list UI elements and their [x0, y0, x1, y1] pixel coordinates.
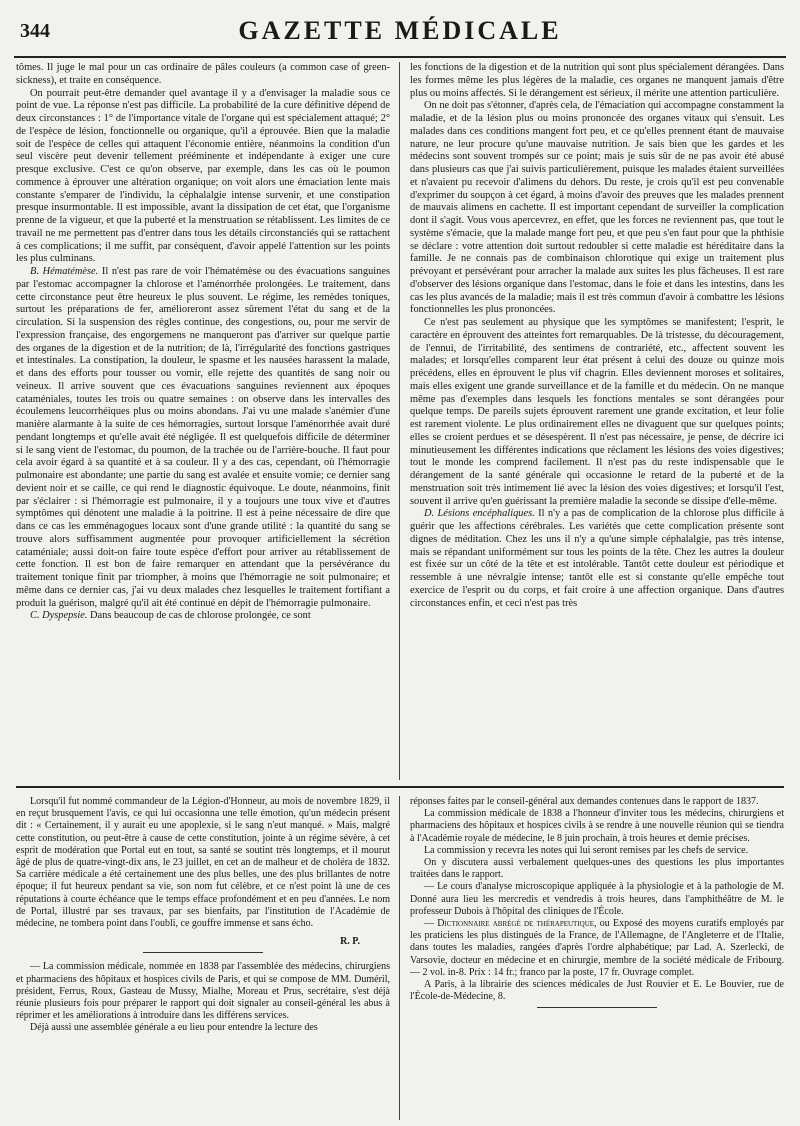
article-column-left — [16, 62, 390, 780]
paragraph-dictionnaire — [410, 918, 784, 979]
section-heading: B. Hématémèse. — [30, 266, 99, 277]
signature: R. P. — [340, 936, 360, 948]
page-header — [14, 6, 786, 58]
article-column-right — [410, 62, 784, 780]
journal-title: GAZETTE MÉDICALE — [238, 16, 562, 45]
paragraph: Ce n'est pas seulement au physique que les symptômes se manifestent; l'esprit, le caractère en éprouvent des atteintes fort remarquables. De là tristesse, du découragement, de l'ennui, de l'irritabilité, des sentimens de contrariété, etc., affectent souvent les malades; et lorsqu'elles comparent leur état présent à celui des douze ou quinze mois précédens, elles en éprouvent le plus vif chagrin. Elles deviennent moroses et solitaires, mais elles exigent une grande surveillance et de la famille et du médecin. On ne manque même pas d'exemples dans lesquels les fonctions mentales se sont dérangées pour quelque temps. De pareils sujets éprouvent rarement une grande excitation, et leur folie est rarement violente. Le plus ordinairement elles ne divaguent que sur quelques points; elles se croient perdues et se désespèrent. Il n'est pas nécessaire, je pense, de décrire ici minutieusement les différentes indications que réclament les lésions des voies digestives; tout le monde les comprend facilement. Il n'est pas du reste indispensable que le dérangement de la santé générale qui occasionne le retard de la puberté et de la menstruation soit très intimement lié avec la lésion des voies digestives; et lorsqu'il l'est, souvent il arrive qu'en guérissant la première maladie la seconde se dissipe d'elle-même. — [410, 317, 784, 507]
paragraph-text: Dans beaucoup de cas de chlorose prolongée, ce sont — [87, 610, 311, 622]
paragraph-text: ou Exposé des moyens curatifs employés par les praticiens les plus distingués de la France, de l'Allemagne, de l'Angleterre et de l'Italie, dans toutes les maladies, rangées d'après l'ordre alphabétique; par Lad. A. Szerlecki, de Varsovie, docteur en médecine et en chirurgie, membre de la société médicale de Fribourg. — 2 vol. in-8. Prix : 14 fr.; franco par la poste, 17 fr. Ouvrage complet. — [410, 918, 784, 978]
paragraph-hematemese — [16, 266, 390, 610]
feuilleton-column-right — [410, 796, 784, 1120]
paragraph: les fonctions de la digestion et de la nutrition qui sont plus spécialement dérangées. Dans les formes même les plus légères de la maladie, ces organes ne manquent jamais d'être plus ou moins affectés. Si le dérangement est sérieux, il mérite une attention particulière. — [410, 62, 784, 99]
paragraph-dyspepsie — [16, 610, 390, 623]
paragraph: On pourrait peut-être demander quel avantage il y a d'envisager la maladie sous ce point de vue. La réponse n'est pas difficile. La probabilité de la cure définitive dépend de deux circonstances : 1° de l'importance vitale de l'organe qui est spécialement attaqué; 2° de l'espèce de lésion, fonctionnelle ou organique, qu'il a éprouvée. Bien que la maladie soit de l'espèce de celles qui attaquent l'économie entière, néanmoins la condition d'un seul viscère peut devenir tellement prééminente et indépendante à exiger une cure presque exclusive. C'est ce qu'on observe, par exemple, dans les cas où le poumon commence à éprouver une altération organique; on voit alors une émaciation lente mais constante s'emparer de l'individu, la céphalalgie intense survenir, et une constipation presque insurmontable. Il est impossible, avant la dissipation de cet état, que l'organisme prenne de la vigueur, et que la puberté et la menstruation se rétablissent. Les limites de ce travail ne me permettent pas d'entrer dans tous les détails circonstanciés qui se rattachent à ces complications; il me suffit, par conséquent, d'avoir appelé l'attention sur les points les plus culminans. — [16, 87, 390, 265]
paragraph: tômes. Il juge le mal pour un cas ordinaire de pâles couleurs (a common case of green-sickness), et traite en conséquence. — [16, 62, 390, 86]
paragraph: On ne doit pas s'étonner, d'après cela, de l'émaciation qui accompagne constamment la maladie, et de la lésion plus ou moins prononcée des organes vitaux qui s'ensuit. Les malades dans ces conditions mangent fort peu, et ce qu'elles prennent étant de mauvaise nature, ne leur procure qu'une mauvaise nutrition. Je sais bien que les gardes et les médecins sont souvent trompés sur ce point; mais je suis sûr de ne pas avoir été abusé dans plusieurs cas que j'ai suivis particulièrement, puisque les malades étaient surveillées et n'avaient pu recevoir d'alimens du dehors. Du reste, je crois qu'il est peu convenable d'exprimer du soupçon à cet égard, à moins d'avoir des preuves que les malades prennent de mauvais alimens en cachette. Il est important cependant de surveiller la complication dont il s'agit. Vous vous apercevrez, en effet, que les forces ne reviennent pas, que tout le système s'émacie, que la malade mange fort peu, et que peu s'en faut pour que la phthisie se déclare : votre attention doit surtout redoubler si cette maladie est héréditaire dans la famille. Je ne connais pas de combinaison chlorotique qui exige un traitement plus prévoyant et persévérant pour arracher la malade aux suites les plus fâcheuses. Il est rare d'observer des lésions organique dans l'estomac, dans le foie et dans les intestins, dans les cas les plus avancés de la maladie; mais il est très commun d'avoir à combattre les lésions fonctionnelles les plus prononcées. — [410, 100, 784, 316]
short-rule — [537, 1007, 657, 1008]
paragraph: Déjà aussi une assemblée générale a eu lieu pour entendre la lecture des — [30, 1022, 318, 1034]
paragraph: On y discutera aussi verbalement quelques-unes des questions les plus importantes traitées dans le rapport. — [410, 857, 784, 881]
page-number: 344 — [20, 20, 50, 42]
paragraph: A Paris, à la librairie des sciences médicales de Just Rouvier et E. Le Bouvier, rue de l'École-de-Médecine, 8. — [410, 979, 784, 1003]
paragraph: réponses faites par le conseil-général aux demandes contenues dans le rapport de 1837. — [410, 796, 759, 807]
feuilleton-separator — [16, 786, 784, 788]
paragraph-text: Il n'y a pas de complication de la chlorose plus difficile à guérir que les affections cérébrales. Les variétés que cette complication présente sont dignes de méditation. Chez les uns il n'y a qu'une simple céphalalgie, pas très intense, mais se répandant uniformément sur tous les points de la tête. Chez les autres la douleur est fixée sur un côté de la tête et est intolérable. Tantôt cette douleur est périodique et ressemble à une névralgie intense; tantôt elle est si constante qu'elle empêche tout exercice de l'esprit ou du corps, et fait croire à une affection organique. Dans d'autres circonstances enfin, et ceci n'est pas très — [410, 508, 784, 609]
paragraph: La commission y recevra les notes qui lui seront remises par les chefs de service. — [424, 844, 749, 856]
feuilleton-column-left — [16, 796, 390, 1120]
section-heading: C. Dyspepsie. — [30, 610, 88, 622]
paragraph: La commission médicale de 1838 a l'honneur d'inviter tous les médecins, chirurgiens et pharmaciens des hôpitaux et hospices civils à se rendre à une nouvelle réunion qui se tiendra à l'Académie royale de médecine, le 8 juin prochain, à trois heures et demie précises. — [410, 808, 784, 844]
column-divider — [399, 796, 400, 1120]
paragraph: — La commission médicale, nommée en 1838 par l'assemblée des médecins, chirurgiens et pharmaciens des hôpitaux et hospices civils de Paris, et qui se compose de MM. Duméril, président, Ferrus, Roux, Gasteau de Mussy, Mialhe, Moreau et Prus, secrétaire, s'est déjà réunie plusieurs fois pour préparer le rapport qui doit signaler au conseil-général les abus à réprimer et les améliorations à introduire dans les différens services. — [16, 961, 390, 1022]
paragraph-text: Il n'est pas rare de voir l'hématémèse ou des évacuations sanguines par l'estomac accompagner la chlorose et l'aménorrhée prolongées. Le traitement, dans cette circonstance peut être heureux le plus souvent. Le régime, les remèdes toniques, surtout les préparations de fer, amélioreront assez sûrement l'état du sang et de la circulation. Si la suspension des règles continue, des congestions, ou, pour me servir de l'expression française, des engorgemens ne manqueront pas d'arriver sur quelque partie des organes de la digestion et de la nutrition; de là, l'irrégularité des fonctions gastriques et intestinales. La constipation, la douleur, le spasme et les nausées harassent la malade, et dans des efforts pour tousser ou vomir, elle rejette des quantités de sang noir ou veineux. Il arrive souvent que ces évacuations sanguines reviennent aux époques cataméniales, toutes les trois ou quatre semaines : on observe dans les intervalles des écoulemens leucorrhéiques plus ou moins abondans. J'ai vu une malade s'anémier d'une manière alarmante à la suite de ces hémorragies, surtout lorsque l'aménorrhée avait duré pendant longtemps et qu'elle avait été négligée. Il est quelquefois difficile de déterminer si le sang vient de l'estomac, du poumon, de la trachée ou de l'arrière-bouche. Il faut pour cela avoir égard à sa quantité et à sa couleur. Il y a des cas, cependant, où l'hémorragie pulmonaire est abondante; une partie du sang est avalée et ensuite vomie; ce dernier sang devient noir et se caille, ce qui rend le diagnostic équivoque. Le doute, néanmoins, finit par s'éclairer : si l'hémorragie est pulmonaire, il y a toujours une toux vive et d'autres symptômes qui dénotent une maladie à la poitrine. Il est à peine nécessaire de dire que dans ce cas les emménagogues locaux sont d'une grande utilité : la quantité du sang se trouve alors suffisamment augmentée pour provoquer artificiellement la sécrétion cataméniale; aussi doit-on faire toute espèce d'effort pour arriver au rétablissement de cette fonction. Il est bon de faire remarquer en attendant que la persévérance du traitement tonique finit par triompher, à moins que l'hémorragie ne soit pulmonaire; et même dans ce dernier cas, j'ai vu deux malades chez lesquelles le traitement fortifiant a produit la guérison, malgré qu'il ait été continué en dépit de l'hémorragie pulmonaire. — [16, 266, 390, 609]
section-heading: D. Lésions encéphaliques. — [424, 508, 535, 520]
column-divider — [399, 62, 400, 780]
paragraph: Lorsqu'il fut nommé commandeur de la Légion-d'Honneur, au mois de novembre 1829, il en reçut brusquement l'avis, ce qui lui occasionna une telle émotion, qu'un médecin présent dit : « Certainement, il y aurait eu une apoplexie, si le sang n'eut manqué. » Mais, malgré cette constitution, ou peut-être à cause de cette constitution, jointe à un régime sévère, à cet esprit de modération que Portal eut en tout, sa santé se soutint très longtemps, et il mourut âgé de plus de quatre-vingt-dix ans, le 23 juillet, en cet an de malheur et de choléra de 1832. Sa carrière médicale a été certainement une des plus belles, une des plus brillantes de notre époque; il fut heureux pendant sa vie, son nom fut célèbre, et ce n'est point là une de ces réputations à courte échéance que le temps efface profondément et en peu d'années. Le nom de Portal, illustré par ses travaux, par ses bienfaits, par l'institution de l'Académie de médecine, ne tombera point dans l'oubli, ce gouffre immense et sans écho. — [16, 796, 390, 930]
paragraph-lesions — [410, 508, 784, 610]
short-rule — [143, 952, 263, 953]
paragraph: — Le cours d'analyse microscopique appliquée à la physiologie et à la pathologie de M. Donné aura lieu les mercredis et vendredis à trois heures, dans l'amphithéâtre de M. le professeur Dubois à l'hôpital des cliniques de l'École. — [410, 881, 784, 917]
book-title: — Dictionnaire abrégé de thérapeutique, — [424, 918, 597, 930]
